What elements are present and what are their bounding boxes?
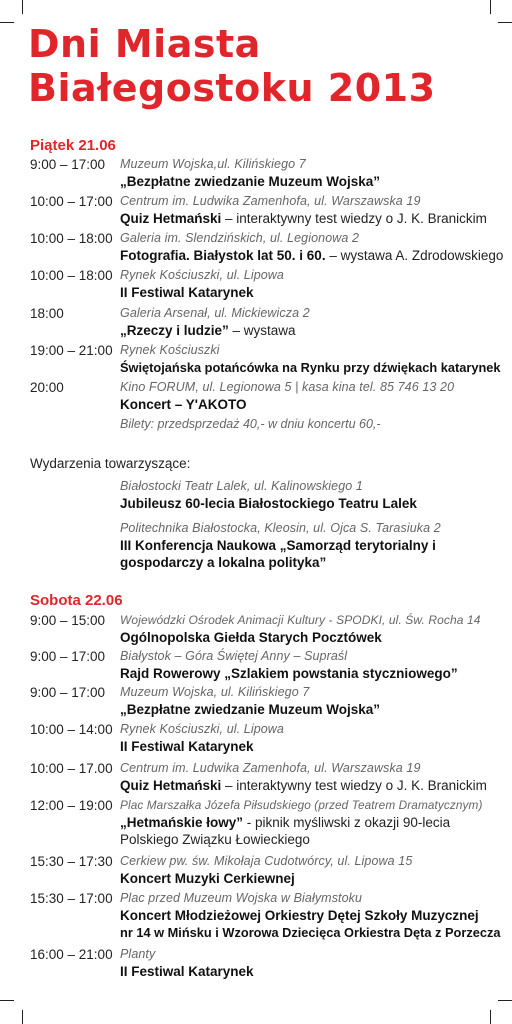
event-place: Galeria im. Slendzińskich, ul. Legionowa 2 [120,231,360,245]
event-place: Galeria Arsenał, ul. Mickiewicza 2 [120,306,310,320]
event-place: Cerkiew pw. św. Mikołaja Cudotwórcy, ul. Lipowa 15 [120,854,413,868]
title-line-2: Białegostoku 2013 [28,66,436,110]
event-subtitle: Polskiego Związku Łowieckiego [120,832,310,847]
event-name: Jubileusz 60-lecia Białostockiego Teatru Lalek [120,496,417,511]
event-block [30,890,501,941]
crop-mark [0,22,14,23]
event-name: II Festiwal Katarynek [120,964,254,979]
event-name: „Hetmańskie łowy” - piknik myśliwski z okazji 90-lecia [120,815,451,830]
event-time: 9:00 – 17:00 [30,649,106,664]
event-time: 16:00 – 21:00 [30,947,113,962]
event-time: 10:00 – 14:00 [30,722,113,737]
event-block [30,230,504,264]
event-place: Centrum im. Ludwika Zamenhofa, ul. Warszawska 19 [120,761,421,775]
event-name: Fotografia. Białystok lat 50. i 60. – wystawa A. Zdrodowskiego [120,248,504,263]
event-time: 9:00 – 17:00 [30,157,106,172]
event-place: Rynek Kościuszki, ul. Lipowa [120,722,284,736]
crop-mark [490,1010,491,1024]
event-block [30,684,490,718]
crop-mark [498,1000,512,1001]
title-line-1: Dni Miasta [28,22,261,66]
event-time: 10:00 – 18:00 [30,268,113,283]
event-name: Quiz Hetmański – interaktywny test wiedzy o J. K. Branickim [120,778,487,793]
event-block [30,648,490,682]
event-place: Wojewódzki Ośrodek Animacji Kultury - SPODKI, ul. Św. Rocha 14 [120,613,481,627]
event-name: Ogólnopolska Giełda Starych Pocztówek [120,630,382,645]
event-block [30,721,490,755]
event-place: Rynek Kościuszki [120,343,220,357]
event-name: „Bezpłatne zwiedzanie Muzeum Wojska” [120,702,381,717]
event-name: II Festiwal Katarynek [120,285,254,300]
event-place: Plac przed Muzeum Wojska w Białymstoku [120,891,363,905]
crop-mark [22,1010,23,1024]
day-heading-friday: Piątek 21.06 [30,137,116,154]
event-block [30,760,490,794]
event-time: 15:30 – 17:00 [30,891,113,906]
event-block [30,305,490,339]
event-time: 19:00 – 21:00 [30,343,113,358]
event-place: Kino FORUM, ul. Legionowa 5 | kasa kina tel. 85 746 13 20 [120,380,455,394]
event-place: Plac Marszałka Józefa Piłsudskiego (przed Teatrem Dramatycznym) [120,798,483,812]
event-time: 9:00 – 15:00 [30,613,106,628]
event-place: Białystok – Góra Świętej Anny – Supraśl [120,649,348,663]
crop-mark [0,1000,14,1001]
event-place: Muzeum Wojska, ul. Kilińskiego 7 [120,685,310,699]
event-block [30,478,490,512]
event-name: Koncert Muzyki Cerkiewnej [120,871,295,886]
event-block [30,193,490,227]
day-heading-saturday: Sobota 22.06 [30,592,123,609]
event-block [30,267,490,301]
event-block [30,853,490,887]
event-place: Centrum im. Ludwika Zamenhofa, ul. Warszawska 19 [120,194,421,208]
event-time: 15:30 – 17:30 [30,854,113,869]
event-name: II Festiwal Katarynek [120,739,254,754]
side-events-heading: Wydarzenia towarzyszące: [30,456,191,471]
event-name: Koncert – Y'AKOTO [120,397,247,412]
event-name: „Rzeczy i ludzie” – wystawa [120,323,296,338]
event-place: Politechnika Białostocka, Kleosin, ul. Ojca S. Tarasiuka 2 [120,521,441,535]
ticket-note: Bilety: przedsprzedaż 40,- w dniu koncertu 60,- [120,417,381,431]
event-block [30,379,490,433]
event-name: Koncert Młodzieżowej Orkiestry Dętej Szkoły Muzycznej [120,908,479,923]
event-name: Rajd Rowerowy „Szlakiem powstania styczniowego” [120,666,458,681]
event-name: „Bezpłatne zwiedzanie Muzeum Wojska” [120,174,381,189]
event-name-continued: gospodarczy a lokalna polityka” [120,555,327,570]
crop-mark [22,0,23,14]
event-block [30,156,490,190]
crop-mark [490,0,491,14]
event-place: Białostocki Teatr Lalek, ul. Kalinowskiego 1 [120,479,363,493]
crop-mark [498,22,512,23]
event-time: 10:00 – 17.00 [30,761,113,776]
event-time: 20:00 [30,380,64,395]
event-block [30,520,490,571]
page-title [28,22,498,110]
event-block [30,797,490,848]
event-place: Rynek Kościuszki, ul. Lipowa [120,268,284,282]
event-time: 10:00 – 17:00 [30,194,113,209]
event-time: 12:00 – 19:00 [30,798,113,813]
event-block [30,612,490,646]
event-name: Quiz Hetmański – interaktywny test wiedzy o J. K. Branickim [120,211,487,226]
event-time: 18:00 [30,306,64,321]
event-name: III Konferencja Naukowa „Samorząd terytorialny i [120,538,436,553]
event-block [30,946,490,980]
event-place: Planty [120,947,156,961]
event-name: Świętojańska potańcówka na Rynku przy dźwiękach katarynek [120,360,501,375]
event-block [30,342,501,376]
event-time: 9:00 – 17:00 [30,685,106,700]
event-place: Muzeum Wojska,ul. Kilińskiego 7 [120,157,306,171]
event-name-continued: nr 14 w Mińsku i Wzorowa Dziecięca Orkiestra Dęta z Porzecza [120,925,501,940]
event-time: 10:00 – 18:00 [30,231,113,246]
